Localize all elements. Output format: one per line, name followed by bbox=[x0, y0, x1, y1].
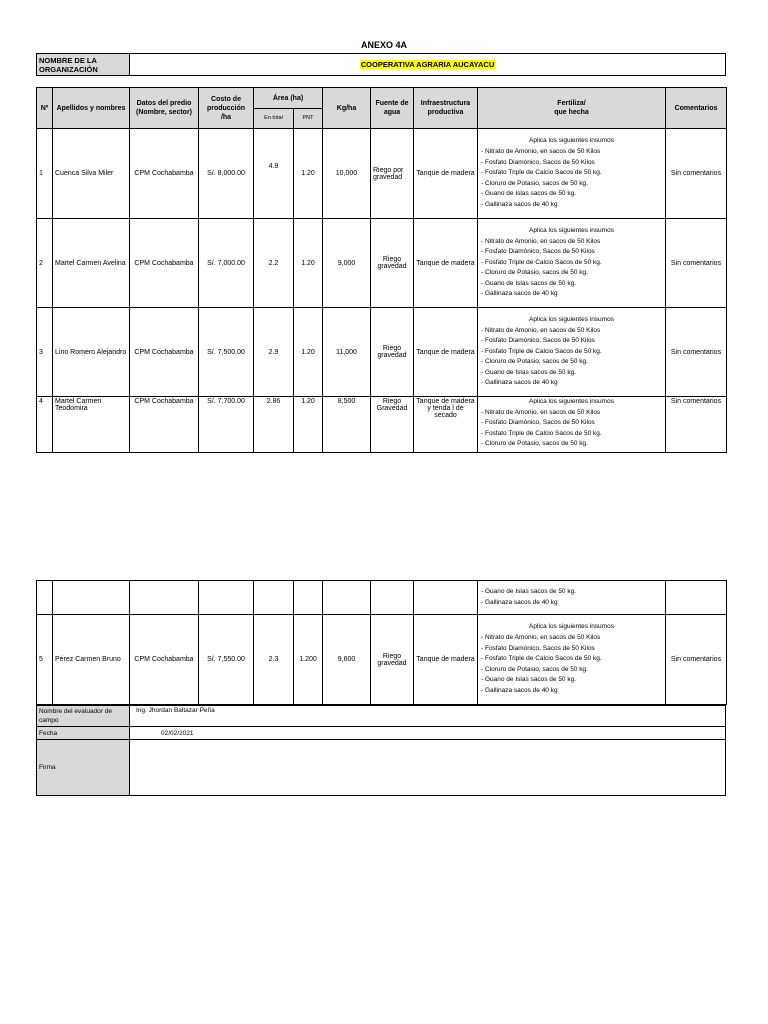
fert-heading: Aplica los siguientes insumos bbox=[529, 398, 614, 405]
row-kgha: 9,600 bbox=[323, 615, 371, 705]
fert-item: - Gallinaza sacos de 40 kg bbox=[481, 598, 558, 606]
row-fuente: Riego por gravedad bbox=[371, 129, 414, 219]
producers-table-continued bbox=[36, 580, 727, 705]
row-num: 5 bbox=[37, 615, 53, 705]
row-kgha: 10,000 bbox=[323, 129, 371, 219]
fert-item: - Guano de Islas sacos de 50 kg. bbox=[481, 587, 577, 595]
date-value: 02/02/2021 bbox=[130, 727, 726, 740]
fert-heading: Aplica los siguientes insumos bbox=[529, 315, 614, 323]
signature-label: Firma bbox=[37, 740, 130, 796]
row-predio: CPM Cochabamba bbox=[130, 397, 199, 453]
fert-item: - Fosfato Triple de Calcio Sacos de 50 kg. bbox=[481, 429, 602, 437]
fert-item: - Guano de Islas sacos de 50 kg. bbox=[481, 368, 577, 376]
row-predio: CPM Cochabamba bbox=[130, 308, 199, 397]
header-kgha: Kg/ha bbox=[323, 88, 371, 129]
fert-heading: Aplica los siguientes insumos bbox=[529, 226, 614, 234]
header-num: Nº bbox=[37, 88, 53, 129]
row-area-pnt: 1.20 bbox=[294, 397, 323, 453]
table-row bbox=[37, 219, 727, 308]
fert-item: - Nitrato de Amonio, en sacos de 50 Kilos bbox=[481, 237, 601, 245]
fert-item: - Fosfato Diamónico, Sacos de 50 Kilos bbox=[481, 248, 595, 256]
evaluator-label: Nombre del evaluador de campo bbox=[37, 706, 130, 727]
row-area-pnt: 1.200 bbox=[294, 615, 323, 705]
fert-item: - Fosfato Diamónico, Sacos de 50 Kilos bbox=[481, 337, 595, 345]
header-nombres: Apellidos y nombres bbox=[53, 88, 130, 129]
table-row bbox=[37, 397, 727, 453]
evaluator-name: Ing. Jhordan Baltazar Peña bbox=[130, 706, 726, 727]
fert-item: - Cloruro de Potasio, sacos de 50 kg. bbox=[481, 358, 588, 366]
row-predio: CPM Cochabamba bbox=[130, 219, 199, 308]
org-name: COOPERATIVA AGRARIA AUCAYACU bbox=[360, 60, 495, 69]
row-num: 3 bbox=[37, 308, 53, 397]
row-nombre: Martel Carmen Avelina bbox=[53, 219, 130, 308]
row-nombre: Martel Carmen Teodomira bbox=[53, 397, 130, 453]
row-costo: S/. 8,000.00 bbox=[199, 129, 254, 219]
row-costo: S/. 7,000.00 bbox=[199, 219, 254, 308]
row-infra: Tanque de madera bbox=[414, 129, 478, 219]
fert-item: - Nitrato de Amonio, en sacos de 50 Kilos bbox=[481, 326, 601, 334]
table-row bbox=[37, 308, 727, 397]
row-area-pnt: 1.20 bbox=[294, 308, 323, 397]
row-nombre: Pérez Carmen Bruno bbox=[53, 615, 130, 705]
fert-heading: Aplica los siguientes insumos bbox=[529, 623, 614, 631]
header-fert-line2: que hecha bbox=[554, 109, 589, 116]
header-area-pnt: PNT bbox=[294, 109, 323, 129]
row-costo: S/. 7,700.00 bbox=[199, 397, 254, 453]
row-area-pnt: 1.20 bbox=[294, 219, 323, 308]
fert-item: - Gallinaza sacos de 40 kg bbox=[481, 379, 558, 387]
row-coment: Sin comentarios bbox=[666, 615, 727, 705]
fert-item: - Gallinaza sacos de 40 kg bbox=[481, 686, 558, 694]
row-area-total: 2.9 bbox=[254, 308, 294, 397]
header-coment: Comentarios bbox=[666, 88, 727, 129]
org-label: NOMBRE DE LA ORGANIZACIÓN bbox=[37, 54, 130, 76]
fert-item: - Fosfato Diamónico, Sacos de 50 Kilos bbox=[481, 158, 595, 166]
org-name-cell bbox=[130, 54, 726, 76]
fert-item: - Fosfato Diamónico, Sacos de 50 Kilos bbox=[481, 644, 595, 652]
fert-item: - Fosfato Triple de Calcio Sacos de 50 kg. bbox=[481, 347, 602, 355]
row-fuente: Riego gravedad bbox=[371, 219, 414, 308]
header-fert-line1: Fertiliza/ bbox=[557, 100, 586, 107]
row-coment: Sin comentarios bbox=[666, 397, 727, 453]
row-infra: Tanque de madera bbox=[414, 308, 478, 397]
row-fuente: Riego gravedad bbox=[371, 615, 414, 705]
row-predio: CPM Cochabamba bbox=[130, 129, 199, 219]
fert-item: - Fosfato Triple de Calcio Sacos de 50 kg. bbox=[481, 169, 602, 177]
table-row-continuation bbox=[37, 581, 727, 615]
organization-table bbox=[36, 53, 726, 76]
header-fert bbox=[478, 88, 666, 129]
header-infra: Infraestructura productiva bbox=[414, 88, 478, 129]
row-fert bbox=[478, 308, 666, 397]
row-fert bbox=[478, 581, 666, 615]
header-area-total: En total bbox=[254, 109, 294, 129]
row-fuente: Riego gravedad bbox=[371, 308, 414, 397]
fert-item: - Guano de Islas sacos de 50 kg. bbox=[481, 676, 577, 684]
fert-item: - Nitrato de Amonio, en sacos de 50 Kilos bbox=[481, 634, 601, 642]
row-coment: Sin comentarios bbox=[666, 308, 727, 397]
header-area: Área (ha) bbox=[254, 88, 323, 109]
row-predio: CPM Cochabamba bbox=[130, 615, 199, 705]
fert-item: - Gallinaza sacos de 40 kg bbox=[481, 290, 558, 298]
row-area-total: 2.3 bbox=[254, 615, 294, 705]
row-fuente: Riego Gravedad bbox=[371, 397, 414, 453]
row-kgha: 11,000 bbox=[323, 308, 371, 397]
row-area-pnt: 1.20 bbox=[294, 129, 323, 219]
document-title: ANEXO 4A bbox=[360, 40, 407, 50]
row-fert bbox=[478, 219, 666, 308]
fert-heading: Aplica los siguientes insumos bbox=[529, 137, 614, 145]
fert-item: - Gallinaza sacos de 40 kg bbox=[481, 200, 558, 208]
row-num: 1 bbox=[37, 129, 53, 219]
header-fuente: Fuente de agua bbox=[371, 88, 414, 129]
table-row bbox=[37, 615, 727, 705]
row-num: 4 bbox=[37, 397, 53, 453]
row-area-total: 4.9 bbox=[254, 129, 294, 219]
row-costo: S/. 7,550.00 bbox=[199, 615, 254, 705]
row-infra: Tanque de madera bbox=[414, 219, 478, 308]
date-label: Fecha bbox=[37, 727, 130, 740]
fert-item: - Guano de Islas sacos de 50 kg. bbox=[481, 279, 577, 287]
table-row bbox=[37, 129, 727, 219]
fert-item: - Cloruro de Potasio, sacos de 50 kg. bbox=[481, 179, 588, 187]
fert-item: - Fosfato Triple de Calcio Sacos de 50 kg. bbox=[481, 655, 602, 663]
header-costo: Costo de producción /ha bbox=[199, 88, 254, 129]
fert-item: - Fosfato Diamónico, Sacos de 50 Kilos bbox=[481, 419, 595, 427]
header-predio: Datos del predio (Nombre, sector) bbox=[130, 88, 199, 129]
row-infra: Tanque de madera y tenda l de secado bbox=[414, 397, 478, 453]
row-fert bbox=[478, 397, 666, 453]
row-kgha: 9,000 bbox=[323, 219, 371, 308]
row-area-total: 2.2 bbox=[254, 219, 294, 308]
row-coment: Sin comentarios bbox=[666, 129, 727, 219]
row-num: 2 bbox=[37, 219, 53, 308]
evaluator-table bbox=[36, 705, 726, 796]
fert-item: - Guano de Islas sacos de 50 kg. bbox=[481, 190, 577, 198]
row-infra: Tanque de madera bbox=[414, 615, 478, 705]
fert-item: - Cloruro de Potasio, sacos de 50 kg. bbox=[481, 440, 588, 448]
fert-item: - Cloruro de Potasio, sacos de 50 kg. bbox=[481, 269, 588, 277]
fert-item: - Fosfato Triple de Calcio Sacos de 50 kg. bbox=[481, 258, 602, 266]
row-nombre: Lino Romero Alejandro bbox=[53, 308, 130, 397]
row-costo: S/. 7,500.00 bbox=[199, 308, 254, 397]
fert-item: - Cloruro de Potasio, sacos de 50 kg. bbox=[481, 665, 588, 673]
row-area-total: 2.86 bbox=[254, 397, 294, 453]
fert-item: - Nitrato de Amonio, en sacos de 50 Kilos bbox=[481, 408, 601, 416]
row-coment: Sin comentarios bbox=[666, 219, 727, 308]
row-kgha: 8,500 bbox=[323, 397, 371, 453]
row-nombre: Cuenca Silva Miler bbox=[53, 129, 130, 219]
row-fert bbox=[478, 129, 666, 219]
fert-item: - Nitrato de Amonio, en sacos de 50 Kilos bbox=[481, 148, 601, 156]
signature-field[interactable] bbox=[130, 740, 726, 796]
row-fert bbox=[478, 615, 666, 705]
producers-table bbox=[36, 87, 727, 453]
